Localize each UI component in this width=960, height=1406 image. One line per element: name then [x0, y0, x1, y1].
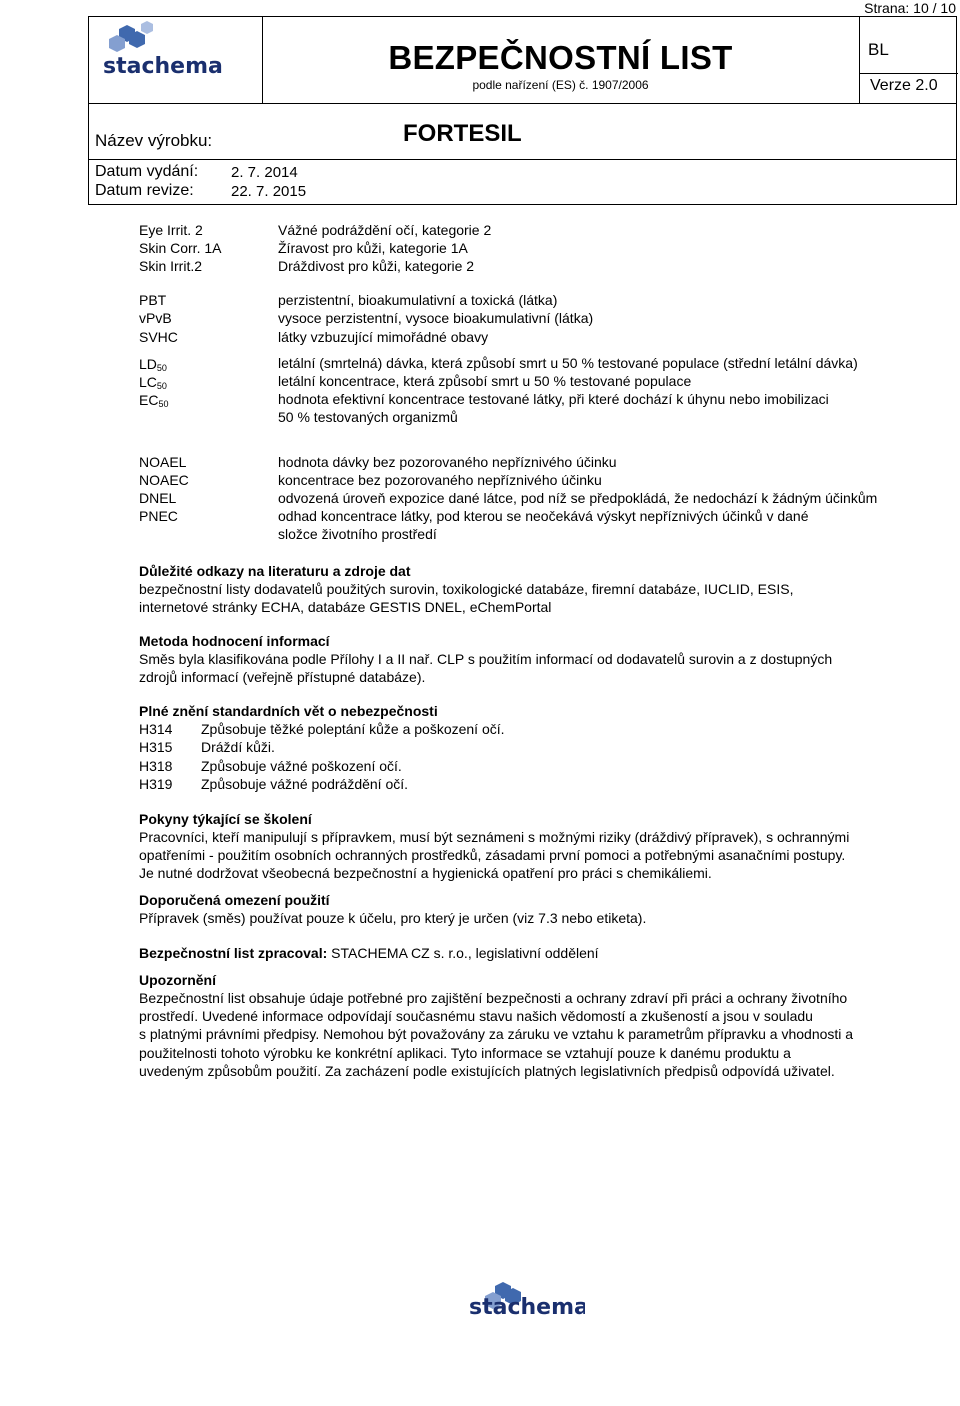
classification-text: Žíravost pro kůži, kategorie 1A — [278, 240, 468, 256]
abbreviation-code: $EC_{50}$ — [139, 392, 169, 409]
abbreviation-code: PBT — [139, 292, 167, 308]
section-heading-method: Metoda hodnocení informací — [139, 633, 330, 649]
classification-code: Skin Corr. 1A — [139, 240, 222, 256]
footer-logo — [465, 1280, 585, 1355]
stachema-logo-icon — [89, 17, 262, 103]
abbreviation-code: $LD_{50}$ — [139, 356, 167, 373]
stachema-logo-icon — [465, 1280, 585, 1350]
header-logo-cell — [89, 17, 263, 103]
product-name: FORTESIL — [403, 120, 522, 147]
section-heading-training: Pokyny týkající se školení — [139, 811, 312, 827]
abbreviation-code: NOAEL — [139, 454, 187, 470]
hazard-code: H315 — [139, 739, 173, 755]
hazard-code: H314 — [139, 721, 173, 737]
abbreviation-code: NOAEC — [139, 472, 189, 488]
abbreviation-text: koncentrace bez pozorovaného nepříznivého účinku — [278, 472, 602, 488]
document-header — [88, 16, 957, 205]
notice-line: uvedeným způsobům použití. Za zacházení podle existujících platných legislativních předpisů odpovídá uživatel. — [139, 1063, 835, 1079]
svg-text:stachema: stachema — [103, 54, 223, 79]
abbreviation-text: vysoce perzistentní, vysoce bioakumulativní (látka) — [278, 310, 594, 326]
training-line: opatřeními - použitím osobních ochranných prostředků, zásadami první pomoci a potřebnými asanačními postupy. — [139, 847, 846, 863]
header-title-cell — [262, 17, 859, 103]
hazard-code: H318 — [139, 758, 173, 774]
revision-date-label: Datum revize: — [95, 182, 194, 199]
notice-line: prostředí. Uvedené informace odpovídají současnému stavu našich vědomostí a zkušeností a jsou v souladu — [139, 1008, 813, 1024]
section-heading-restrictions: Doporučená omezení použití — [139, 892, 330, 908]
prepared-by-value: STACHEMA CZ s. r.o., legislativní oddělení — [327, 945, 599, 961]
abbreviation-text: hodnota efektivní koncentrace testované látky, při které dochází k úhynu nebo imobilizaci — [278, 391, 829, 407]
header-top-row — [89, 17, 956, 104]
header-dates-row — [89, 159, 956, 205]
classification-code: Skin Irrit.2 — [139, 258, 203, 274]
restrictions-line: Přípravek (směs) používat pouze k účelu, pro který je určen (viz 7.3 nebo etiketa). — [139, 910, 647, 926]
page-number: Strana: 10 / 10 — [864, 0, 956, 16]
issue-date-label: Datum vydání: — [95, 163, 199, 180]
abbreviation-text: hodnota dávky bez pozorovaného nepříznivého účinku — [278, 454, 617, 470]
abbreviation-code: PNEC — [139, 508, 178, 524]
notice-line: Bezpečnostní list obsahuje údaje potřebné pro zajištění bezpečnosti a ochrany zdraví při práci a ochrany životního — [139, 990, 848, 1006]
training-line: Pracovníci, kteří manipulují s přípravkem, musí být seznámeni s možnými riziky (dráždivý přípravek), s ochrannými — [139, 829, 850, 845]
abbreviation-text: odvozená úroveň expozice dané látce, pod níž se předpokládá, že nedochází k žádným účinkům — [278, 490, 878, 506]
header-version-cell — [859, 17, 958, 103]
abbreviation-text: látky vzbuzující mimořádné obavy — [278, 329, 489, 345]
classification-text: Vážné podráždění očí, kategorie 2 — [278, 222, 492, 238]
document-version: Verze 2.0 — [870, 77, 938, 94]
abbreviation-text: perzistentní, bioakumulativní a toxická (látka) — [278, 292, 558, 308]
abbreviation-code: $LC_{50}$ — [139, 374, 167, 391]
abbreviation-text-continued: složce životního prostředí — [278, 526, 437, 542]
prepared-by — [139, 945, 599, 961]
product-label: Název výrobku: — [95, 131, 213, 150]
prepared-by-label: Bezpečnostní list zpracoval: — [139, 945, 328, 961]
section-heading-notice: Upozornění — [139, 972, 216, 988]
literature-line: bezpečnostní listy dodavatelů použitých surovin, toxikologické databáze, firemní databáze, IUCLID, ESIS, — [139, 581, 794, 597]
code-box — [860, 17, 958, 74]
abbreviation-code: SVHC — [139, 329, 178, 345]
section-heading-literature: Důležité odkazy na literaturu a zdroje dat — [139, 563, 411, 579]
revision-date: 22. 7. 2015 — [231, 183, 307, 200]
abbreviation-text: letální koncentrace, která způsobí smrt u 50 % testované populace — [278, 373, 692, 389]
hazard-text: Způsobuje vážné podráždění očí. — [201, 776, 409, 792]
notice-line: použitelnosti tohoto výrobku ke konkrétní aplikaci. Tyto informace se vztahují pouze k danému produktu a — [139, 1045, 791, 1061]
svg-text:stachema: stachema — [469, 1295, 585, 1320]
training-line: Je nutné dodržovat všeobecná bezpečnostní a hygienická opatření pro práci s chemikáliemi. — [139, 865, 712, 881]
classification-code: Eye Irrit. 2 — [139, 222, 203, 238]
abbreviation-text-continued: 50 % testovaných organizmů — [278, 409, 458, 425]
method-line: Směs byla klasifikována podle Přílohy I a II nař. CLP s použitím informací od dodavatelů surovin a z dostupných — [139, 651, 833, 667]
abbreviation-code: vPvB — [139, 310, 172, 326]
header-product-row — [89, 103, 956, 160]
hazard-code: H319 — [139, 776, 173, 792]
abbreviation-text: letální (smrtelná) dávka, která způsobí smrt u 50 % testované populace (střední letální dávka) — [278, 355, 858, 371]
hazard-text: Dráždí kůži. — [201, 739, 275, 755]
literature-line: internetové stránky ECHA, databáze GESTIS DNEL, eChemPortal — [139, 599, 552, 615]
regulation-reference: podle nařízení (ES) č. 1907/2006 — [472, 78, 649, 92]
notice-line: s platnými právními předpisy. Nemohou být považovány za záruku ve vztahu k parametrům přípravku a vhodnosti a — [139, 1026, 854, 1042]
classification-text: Dráždivost pro kůži, kategorie 2 — [278, 258, 475, 274]
issue-date: 2. 7. 2014 — [231, 164, 298, 181]
abbreviation-code: DNEL — [139, 490, 177, 506]
section-heading-hazard-statements: Plné znění standardních vět o nebezpečnosti — [139, 703, 438, 719]
method-line: zdrojů informací (veřejně přístupné databáze). — [139, 669, 426, 685]
hazard-text: Způsobuje vážné poškození očí. — [201, 758, 402, 774]
abbreviation-text: odhad koncentrace látky, pod kterou se neočekává výskyt nepříznivých účinků v dané — [278, 508, 809, 524]
document-title: BEZPEČNOSTNÍ LIST — [388, 39, 733, 76]
document-code: BL — [868, 40, 889, 59]
hazard-text: Způsobuje těžké poleptání kůže a poškození očí. — [201, 721, 505, 737]
